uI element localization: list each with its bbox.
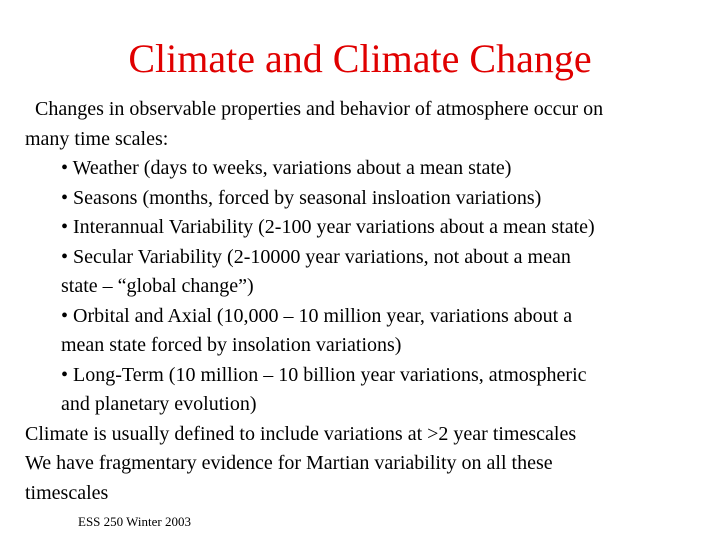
- bullet-item-long-term: [25, 361, 715, 391]
- bullet-text: Interannual Variability (2-100 year variations about a mean state): [73, 216, 595, 238]
- bullet-text: Seasons (months, forced by seasonal insloation variations): [73, 186, 542, 209]
- bullet-icon: •: [61, 363, 69, 386]
- bullet-text: Long-Term (10 million – 10 billion year variations, atmospheric: [73, 363, 587, 386]
- bullet-icon: •: [61, 186, 69, 209]
- slide-footer: ESS 250 Winter 2003: [78, 514, 191, 529]
- bullet-text: Orbital and Axial (10,000 – 10 million year, variations about a: [73, 304, 573, 327]
- bullet-item-orbital: [25, 302, 715, 332]
- slide-body: [25, 95, 715, 508]
- intro-line: Changes in observable properties and behavior of atmosphere occur on: [35, 98, 604, 120]
- bullet-item-secular: [25, 243, 715, 273]
- bullet-icon: •: [61, 304, 69, 327]
- bullet-icon: •: [61, 245, 69, 268]
- bullet-icon: •: [61, 216, 69, 238]
- bullet-continuation: and planetary evolution): [61, 393, 257, 415]
- bullet-item-interannual: [25, 213, 715, 243]
- bullet-item-weather: [25, 154, 715, 184]
- bullet-text: Weather (days to weeks, variations about a mean state): [72, 157, 512, 179]
- outro-line: Climate is usually defined to include variations at >2 year timescales: [25, 422, 577, 445]
- bullet-icon: •: [61, 157, 69, 179]
- outro-line: timescales: [25, 481, 109, 504]
- bullet-text: Secular Variability (2-10000 year variations, not about a mean: [73, 245, 571, 268]
- intro-line: many time scales:: [25, 127, 169, 150]
- bullet-item-seasons: [25, 184, 715, 214]
- bullet-continuation: state – “global change”): [61, 275, 254, 297]
- slide-title: Climate and Climate Change: [128, 36, 592, 81]
- bullet-continuation: mean state forced by insolation variations): [61, 334, 402, 356]
- outro-line: We have fragmentary evidence for Martian variability on all these: [25, 452, 553, 474]
